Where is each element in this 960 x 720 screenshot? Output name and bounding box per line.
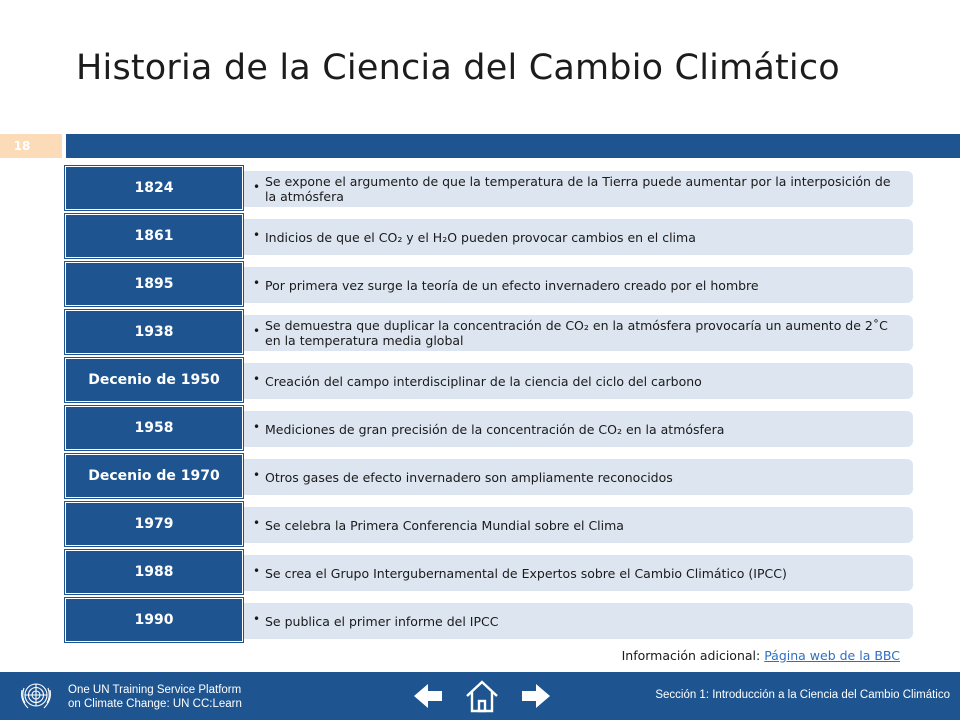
slide-number: 18 — [13, 139, 31, 153]
page-title: Historia de la Ciencia del Cambio Climático — [76, 48, 840, 88]
timeline-text: Se expone el argumento de que la temperatura de la Tierra puede aumentar por la interposición de la atmósfera — [265, 174, 891, 204]
timeline-text: Por primera vez surge la teoría de un efecto invernadero creado por el hombre — [265, 277, 759, 293]
timeline-description — [233, 219, 913, 255]
timeline-year: Decenio de 1950 — [65, 358, 243, 402]
timeline-description — [233, 603, 913, 639]
timeline-year: 1938 — [65, 310, 243, 354]
timeline-row — [65, 454, 913, 502]
timeline-year: Decenio de 1970 — [65, 454, 243, 498]
bullet-icon: • — [253, 276, 261, 290]
timeline-row — [65, 310, 913, 358]
bullet-icon: • — [253, 180, 261, 194]
bbc-link[interactable]: Página web de la BBC — [764, 648, 900, 663]
header-bar — [66, 134, 960, 158]
timeline-text: Otros gases de efecto invernadero son ampliamente reconocidos — [265, 469, 673, 485]
timeline-description — [233, 555, 913, 591]
timeline-text: Indicios de que el CO₂ y el H₂O pueden provocar cambios en el clima — [265, 229, 696, 245]
timeline — [65, 166, 913, 646]
timeline-row — [65, 166, 913, 214]
arrow-left-icon[interactable] — [410, 677, 446, 715]
timeline-year: 1979 — [65, 502, 243, 546]
timeline-row — [65, 262, 913, 310]
footer-org — [68, 683, 242, 711]
timeline-year: 1861 — [65, 214, 243, 258]
timeline-description — [233, 411, 913, 447]
timeline-text: Se celebra la Primera Conferencia Mundial sobre el Clima — [265, 517, 624, 533]
timeline-text: Se crea el Grupo Intergubernamental de Expertos sobre el Cambio Climático (IPCC) — [265, 565, 787, 581]
timeline-row — [65, 598, 913, 646]
footer-org-line2: on Climate Change: UN CC:Learn — [68, 698, 242, 710]
arrow-right-icon[interactable] — [518, 677, 554, 715]
more-info — [622, 648, 900, 663]
timeline-text: Creación del campo interdisciplinar de la ciencia del ciclo del carbono — [265, 373, 702, 389]
timeline-text: Mediciones de gran precisión de la concentración de CO₂ en la atmósfera — [265, 421, 725, 437]
timeline-year: 1895 — [65, 262, 243, 306]
timeline-year: 1824 — [65, 166, 243, 210]
timeline-row — [65, 502, 913, 550]
timeline-row — [65, 406, 913, 454]
bullet-icon: • — [253, 564, 261, 578]
more-info-label: Información adicional: — [621, 648, 765, 663]
timeline-year: 1988 — [65, 550, 243, 594]
timeline-text: Se demuestra que duplicar la concentración de CO₂ en la atmósfera provocaría un aumento de 2˚C en la temperatura media global — [265, 318, 888, 348]
footer-org-line1: One UN Training Service Platform — [68, 684, 242, 696]
timeline-year: 1958 — [65, 406, 243, 450]
timeline-description — [233, 315, 913, 351]
bullet-icon: • — [253, 612, 261, 626]
timeline-description — [233, 363, 913, 399]
timeline-description — [233, 171, 913, 207]
bullet-icon: • — [253, 228, 261, 242]
timeline-description — [233, 267, 913, 303]
bullet-icon: • — [253, 372, 261, 386]
bullet-icon: • — [253, 468, 261, 482]
timeline-row — [65, 214, 913, 262]
bullet-icon: • — [253, 516, 261, 530]
un-emblem-icon — [16, 676, 56, 716]
timeline-text: Se publica el primer informe del IPCC — [265, 613, 499, 629]
home-icon[interactable] — [464, 677, 500, 715]
timeline-row — [65, 358, 913, 406]
bullet-icon: • — [253, 324, 261, 338]
bullet-icon: • — [253, 420, 261, 434]
footer-section: Sección 1: Introducción a la Ciencia del Cambio Climático — [655, 689, 950, 701]
timeline-description — [233, 459, 913, 495]
timeline-year: 1990 — [65, 598, 243, 642]
timeline-description — [233, 507, 913, 543]
timeline-row — [65, 550, 913, 598]
